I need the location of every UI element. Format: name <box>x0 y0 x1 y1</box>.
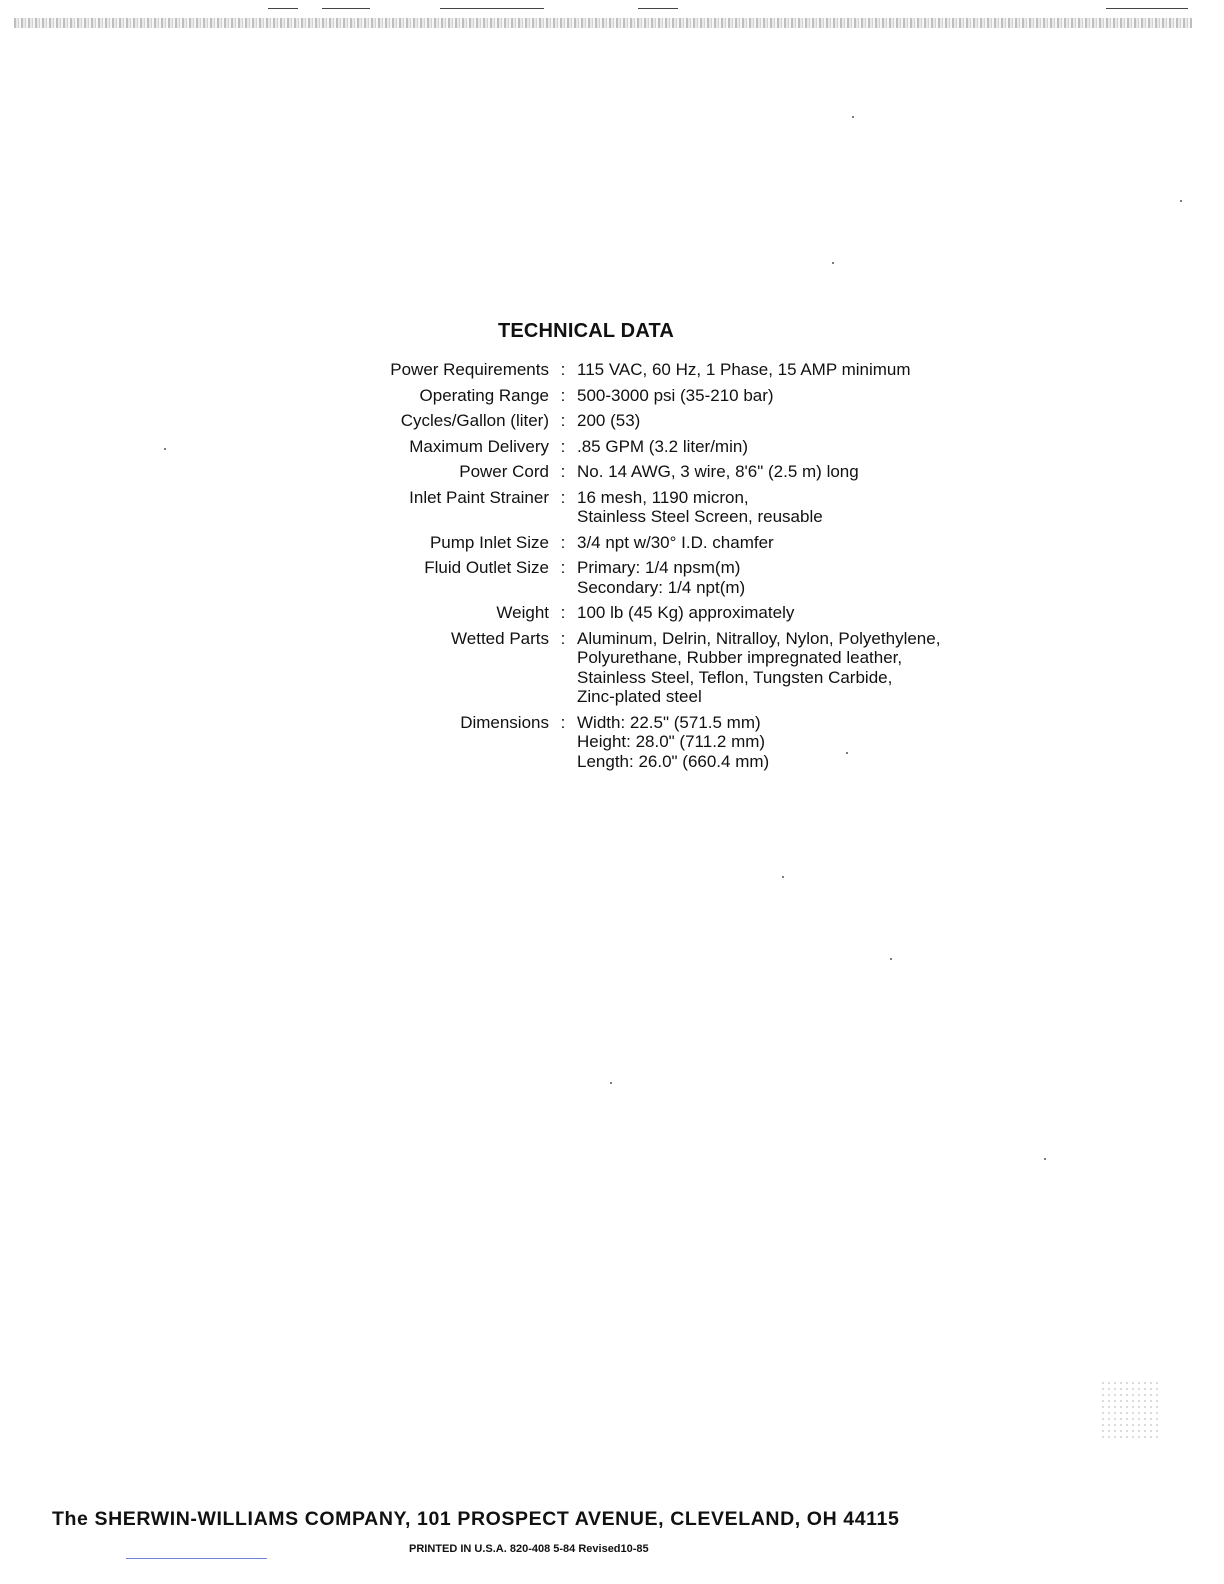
spec-value-line: 3/4 npt w/30° I.D. chamfer <box>577 532 774 552</box>
top-rule <box>440 8 544 9</box>
spec-value-line: Polyurethane, Rubber impregnated leather, <box>577 648 903 667</box>
spec-separator: : <box>560 385 566 405</box>
spec-label: Operating Range <box>419 385 549 405</box>
spec-value-line: Width: 22.5" (571.5 mm) <box>577 712 761 732</box>
spec-row <box>352 411 1032 431</box>
spec-value <box>577 411 1032 431</box>
bottom-rule <box>126 1558 267 1559</box>
top-rule <box>638 8 678 9</box>
spec-row <box>352 462 1032 482</box>
spec-row <box>352 629 1032 707</box>
spec-value <box>577 558 1032 597</box>
scan-speck <box>846 752 848 754</box>
spec-separator: : <box>560 532 566 552</box>
spec-value-line: Zinc-plated steel <box>577 687 702 706</box>
spec-value <box>577 713 1032 772</box>
spec-label: Wetted Parts <box>451 628 549 648</box>
spec-value-line: No. 14 AWG, 3 wire, 8'6" (2.5 m) long <box>577 462 859 481</box>
print-info: PRINTED IN U.S.A. 820-408 5-84 Revised10-85 <box>409 1543 649 1555</box>
scan-speck <box>1180 200 1182 202</box>
spec-row <box>352 386 1032 406</box>
scan-top-band <box>14 18 1192 28</box>
spec-value-line: .85 GPM (3.2 liter/min) <box>577 436 748 456</box>
spec-separator: : <box>560 603 566 622</box>
top-rule <box>322 8 370 9</box>
spec-value-line: Length: 26.0" (660.4 mm) <box>577 751 770 771</box>
scan-speck <box>832 262 834 264</box>
top-rule <box>268 8 298 9</box>
spec-label: Cycles/Gallon (liter) <box>400 411 549 430</box>
scan-speck <box>852 116 854 118</box>
spec-label: Power Cord <box>459 462 549 481</box>
spec-label: Maximum Delivery <box>409 436 549 456</box>
technical-data-table <box>352 360 1032 777</box>
spec-row <box>352 437 1032 457</box>
spec-value <box>577 603 1032 623</box>
spec-value-line: 200 (53) <box>577 411 641 430</box>
spec-value <box>577 437 1032 457</box>
spec-value <box>577 360 1032 380</box>
spec-value-line: Height: 28.0" (711.2 mm) <box>577 732 766 751</box>
spec-label: Fluid Outlet Size <box>424 558 549 577</box>
spec-separator: : <box>560 462 566 481</box>
spec-label: Dimensions <box>460 712 549 732</box>
spec-separator: : <box>560 558 566 577</box>
spec-value <box>577 386 1032 406</box>
spec-row <box>352 558 1032 597</box>
spec-value <box>577 533 1032 553</box>
spec-value-line: 115 VAC, 60 Hz, 1 Phase, 15 AMP minimum <box>577 360 911 379</box>
spec-value-line: Aluminum, Delrin, Nitralloy, Nylon, Polyethylene, <box>577 628 941 648</box>
page-title: TECHNICAL DATA <box>497 320 675 342</box>
spec-value-line: 100 lb (45 Kg) approximately <box>577 603 795 622</box>
spec-value <box>577 488 1032 527</box>
spec-row <box>352 533 1032 553</box>
spec-separator: : <box>560 712 566 732</box>
spec-label: Pump Inlet Size <box>429 532 549 552</box>
spec-value-line: Stainless Steel, Teflon, Tungsten Carbide, <box>577 667 893 687</box>
spec-label: Weight <box>496 603 549 622</box>
scan-speck <box>1044 1158 1046 1160</box>
spec-separator: : <box>560 487 566 507</box>
spec-separator: : <box>560 411 566 430</box>
scan-speck <box>610 1082 612 1084</box>
spec-value-line: 500-3000 psi (35-210 bar) <box>577 385 774 405</box>
spec-row <box>352 713 1032 772</box>
spec-separator: : <box>560 360 566 379</box>
scan-speck <box>164 448 166 450</box>
spec-row <box>352 603 1032 623</box>
spec-value-line: 16 mesh, 1190 micron, <box>577 487 749 507</box>
spec-row <box>352 360 1032 380</box>
spec-label: Inlet Paint Strainer <box>409 487 549 507</box>
spec-value-line: Secondary: 1/4 npt(m) <box>577 577 746 597</box>
scan-speck <box>890 958 892 960</box>
company-address: The SHERWIN-WILLIAMS COMPANY, 101 PROSPECT AVENUE, CLEVELAND, OH 44115 <box>52 1508 900 1530</box>
spec-row <box>352 488 1032 527</box>
scan-noise <box>1100 1380 1160 1440</box>
spec-value <box>577 462 1032 482</box>
spec-value-line: Stainless Steel Screen, reusable <box>577 507 823 526</box>
top-rule <box>1106 8 1188 9</box>
spec-separator: : <box>560 436 566 456</box>
spec-value <box>577 629 1032 707</box>
spec-value-line: Primary: 1/4 npsm(m) <box>577 558 741 577</box>
spec-separator: : <box>560 628 566 648</box>
scan-speck <box>782 876 784 878</box>
spec-label: Power Requirements <box>390 360 549 379</box>
